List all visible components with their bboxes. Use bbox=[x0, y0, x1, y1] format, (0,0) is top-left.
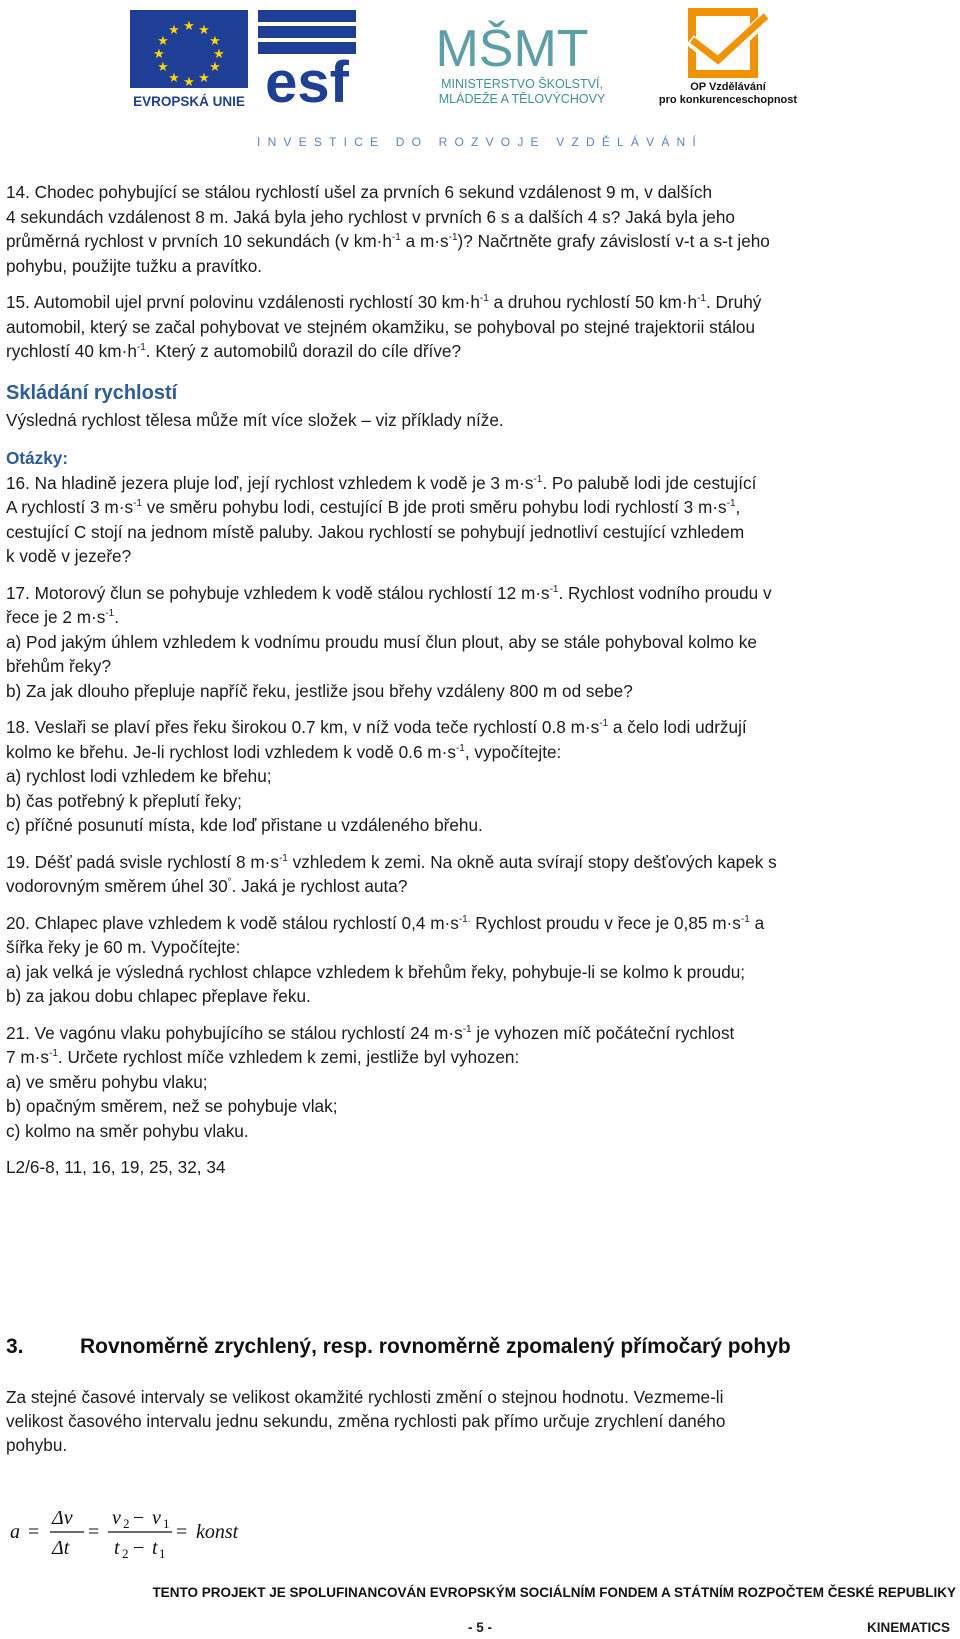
op-line1: OP Vzdělávání bbox=[690, 81, 766, 93]
reference-line: L2/6-8, 11, 16, 19, 25, 32, 34 bbox=[6, 1157, 226, 1177]
msmt-letters: MŠMT bbox=[435, 20, 589, 78]
svg-text:★: ★ bbox=[157, 60, 169, 75]
svg-text:★: ★ bbox=[198, 71, 210, 86]
formula-eq3: = bbox=[176, 1521, 188, 1543]
worksheet-content bbox=[6, 180, 954, 1192]
section-3-line: velikost časového intervalu jednu sekundu, změna rychlosti pak přímo určuje zrychlení daného bbox=[6, 1411, 726, 1431]
q21-line: a) ve směru pohybu vlaku; bbox=[6, 1071, 208, 1092]
q18-line: b) čas potřebný k přeplutí řeky; bbox=[6, 790, 242, 811]
section-number: 3. bbox=[6, 1335, 24, 1358]
formula-konst: konst bbox=[196, 1521, 239, 1543]
formula-t1: t bbox=[152, 1537, 158, 1559]
formula-dv: Δv bbox=[52, 1507, 73, 1529]
q21-line: c) kolmo na směr pohybu vlaku. bbox=[6, 1120, 249, 1141]
formula-eq2: = bbox=[88, 1521, 100, 1543]
q17-line: břehům řeky? bbox=[6, 656, 112, 676]
svg-text:★: ★ bbox=[183, 75, 195, 90]
q17-line: řece je 2 $m\cdot s^{-1}$. bbox=[6, 607, 120, 627]
question-18 bbox=[6, 715, 954, 838]
msmt-line1: MINISTERSTVO ŠKOLSTVÍ, bbox=[441, 77, 603, 91]
q18-line: 18. Veslaři se plaví přes řeku širokou 0.7 km, v níž voda teče rychlostí 0.8 $m\cdot s^{-1}$ a čelo lodi udržují bbox=[6, 717, 747, 737]
formula-v1: v bbox=[152, 1507, 161, 1529]
q16-line: A rychlostí 3 $m\cdot s^{-1}$ ve směru pohybu lodi, cestující B jde proti směru pohybu lodi rychlostí 3 $m\cdot s^{-1}$, bbox=[6, 497, 741, 517]
question-21 bbox=[6, 1021, 954, 1144]
q20-line: b) za jakou dobu chlapec přeplave řeku. bbox=[6, 986, 311, 1006]
q14-line: průměrná rychlost v prvních 10 sekundách (v $km\cdot h^{-1}$ a $m\cdot s^{-1}$)? Načrtněte grafy závislostí v-t a s-t jeho bbox=[6, 231, 770, 251]
msmt-line2: MLÁDEŽE A TĚLOVÝCHOVY bbox=[438, 92, 606, 106]
formula-minus: − bbox=[133, 1507, 145, 1529]
otazky-heading: Otázky: bbox=[6, 448, 69, 468]
formula-eq: = bbox=[28, 1521, 40, 1543]
svg-text:★: ★ bbox=[168, 71, 180, 86]
question-17 bbox=[6, 581, 954, 704]
footer-chapter: KINEMATICS bbox=[867, 1620, 950, 1635]
msmt-logo bbox=[435, 20, 605, 106]
section-3-line: pohybu. bbox=[6, 1435, 68, 1455]
formula-dt: Δt bbox=[52, 1537, 70, 1559]
section-3-line: Za stejné časové intervaly se velikost okamžité rychlosti změní o stejnou hodnotu. Vezmeme-li bbox=[6, 1387, 724, 1407]
op-line2: pro konkurenceschopnost bbox=[658, 94, 798, 106]
q14-line: pohybu, použijte tužku a pravítko. bbox=[6, 255, 263, 276]
logo-strip bbox=[0, 0, 960, 125]
section-3-title bbox=[6, 1335, 791, 1359]
svg-text:★: ★ bbox=[157, 34, 169, 49]
skladani-text: Výsledná rychlost tělesa může mít více složek – viz příklady níže. bbox=[6, 409, 504, 430]
formula-sub1: 1 bbox=[163, 1516, 170, 1531]
tagline: INVESTICE DO ROZVOJE VZDĚLÁVÁNÍ bbox=[257, 135, 703, 149]
formula-sub2: 2 bbox=[123, 1516, 130, 1531]
formula-a: a bbox=[10, 1521, 20, 1543]
q17-line: 17. Motorový člun se pohybuje vzhledem k vodě stálou rychlostí 12 $m\cdot s^{-1}$. Rychlost vodního proudu v bbox=[6, 582, 772, 603]
svg-text:★: ★ bbox=[213, 47, 225, 62]
q17-line: b) Za jak dlouho přepluje napříč řeku, jestliže jsou břehy vzdáleny 800 m od sebe? bbox=[6, 680, 633, 701]
section-heading-skladani: Skládání rychlostí bbox=[6, 381, 178, 404]
q16-line: k vodě v jezeře? bbox=[6, 546, 132, 566]
section-3-body bbox=[6, 1385, 951, 1457]
question-16 bbox=[6, 471, 954, 569]
section-title-text: Rovnoměrně zrychlený, resp. rovnoměrně zpomalený přímočarý pohyb bbox=[80, 1335, 791, 1358]
header-logos bbox=[0, 0, 960, 125]
page-number: - 5 - bbox=[467, 1620, 492, 1635]
esf-logo bbox=[258, 10, 356, 115]
q19-line: vodorovným směrem úhel 30°. Jaká je rychlost auta? bbox=[6, 876, 408, 896]
q15-line: rychlostí 40 $km\cdot h^{-1}$. Který z automobilů dorazil do cíle dříve? bbox=[6, 341, 462, 361]
q16-line: cestující C stojí na jednom místě paluby. Jakou rychlostí se pohybují jednotliví cestující vzhledem bbox=[6, 521, 745, 542]
esf-label: esf bbox=[265, 50, 349, 115]
svg-text:★: ★ bbox=[209, 60, 221, 75]
formula-sub1b: 1 bbox=[159, 1546, 166, 1561]
formula-v2: v bbox=[112, 1507, 121, 1529]
q17-line: a) Pod jakým úhlem vzhledem k vodnímu proudu musí člun plout, aby se stále pohyboval kolmo ke bbox=[6, 631, 757, 652]
q18-line: a) rychlost lodi vzhledem ke břehu; bbox=[6, 766, 272, 786]
question-20 bbox=[6, 911, 954, 1009]
formula-minus2: − bbox=[133, 1537, 145, 1559]
svg-text:★: ★ bbox=[153, 47, 165, 62]
svg-text:★: ★ bbox=[209, 34, 221, 49]
q21-line: 21. Ve vagónu vlaku pohybujícího se stálou rychlostí 24 $m\cdot s^{-1}$ je vyhozen míč počáteční rychlost bbox=[6, 1022, 735, 1043]
acceleration-formula bbox=[8, 1490, 308, 1570]
footer-funding: TENTO PROJEKT JE SPOLUFINANCOVÁN EVROPSKÝM SOCIÁLNÍM FONDEM A STÁTNÍM ROZPOČTEM ČESKÉ REPUBLIKY bbox=[152, 1585, 956, 1600]
q21-line: 7 $m\cdot s^{-1}$. Určete rychlost míče vzhledem k zemi, jestliže byl vyhozen: bbox=[6, 1047, 520, 1067]
q16-line: 16. Na hladině jezera pluje loď, její rychlost vzhledem k vodě je 3 $m\cdot s^{-1}$. Po palubě lodi jde cestující bbox=[6, 472, 757, 493]
eu-flag-logo bbox=[130, 10, 248, 90]
question-14 bbox=[6, 180, 954, 278]
question-19 bbox=[6, 850, 954, 899]
formula-sub2b: 2 bbox=[122, 1546, 129, 1561]
q14-line: 4 sekundách vzdálenost 8 m. Jaká byla jeho rychlost v prvních 6 s a dalších 4 s? Jaká byla jeho bbox=[6, 206, 735, 227]
q20-line: 20. Chlapec plave vzhledem k vodě stálou rychlostí 0,4 $m\cdot s^{-1.}$ Rychlost proudu v řece je 0,85 $m\cdot s^{-1}$ a bbox=[6, 912, 765, 933]
formula-t2: t bbox=[114, 1537, 120, 1559]
svg-text:★: ★ bbox=[168, 23, 180, 38]
q20-line: šířka řeky je 60 m. Vypočítejte: bbox=[6, 937, 241, 957]
eu-label: EVROPSKÁ UNIE bbox=[133, 94, 245, 109]
q19-line: 19. Déšť padá svisle rychlostí 8 $m\cdot s^{-1}$ vzhledem k zemi. Na okně auta svírají stopy dešťových kapek s bbox=[6, 851, 777, 872]
svg-text:★: ★ bbox=[198, 23, 210, 38]
op-logo bbox=[659, 12, 797, 106]
question-15 bbox=[6, 290, 954, 364]
q14-line: 14. Chodec pohybující se stálou rychlostí ušel za prvních 6 sekund vzdálenost 9 m, v dalších bbox=[6, 182, 713, 202]
q18-line: kolmo ke břehu. Je-li rychlost lodi vzhledem k vodě 0.6 $m\cdot s^{-1}$, vypočítejte: bbox=[6, 741, 562, 762]
svg-text:★: ★ bbox=[183, 19, 195, 34]
q18-line: c) příčné posunutí místa, kde loď přistane u vzdáleného břehu. bbox=[6, 815, 483, 835]
q15-line: automobil, který se začal pohybovat ve stejném okamžiku, se pohyboval po stejné trajektorii stálou bbox=[6, 316, 755, 337]
q21-line: b) opačným směrem, než se pohybuje vlak; bbox=[6, 1096, 338, 1116]
q20-line: a) jak velká je výsledná rychlost chlapce vzhledem k břehům řeky, pohybuje-li se kolmo k proudu; bbox=[6, 961, 746, 982]
q15-line: 15. Automobil ujel první polovinu vzdálenosti rychlostí 30 $km\cdot h^{-1}$ a druhou rychlostí 50 $km\cdot h^{-1}$. Druhý bbox=[6, 292, 762, 312]
